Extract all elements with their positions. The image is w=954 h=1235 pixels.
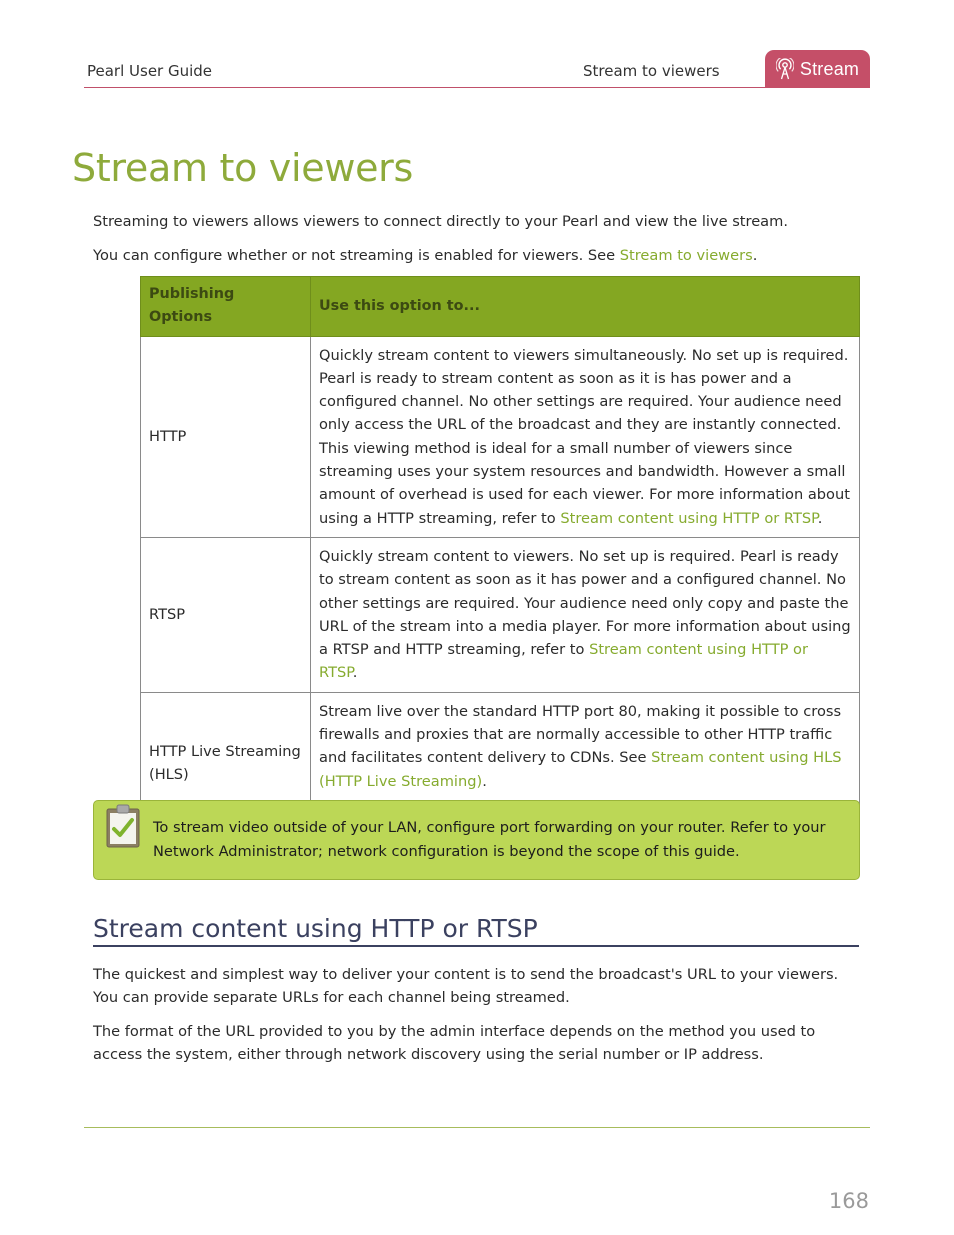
section-heading: Stream content using HTTP or RTSP bbox=[93, 914, 859, 947]
text-run: . bbox=[352, 664, 358, 682]
table-row-http bbox=[141, 336, 860, 537]
text-run: . bbox=[817, 509, 823, 527]
http-rtsp-link[interactable]: Stream content using HTTP or RTSP bbox=[319, 641, 808, 682]
header-rule bbox=[84, 87, 766, 88]
intro-paragraph: Streaming to viewers allows viewers to connect directly to your Pearl and view the live stream. bbox=[93, 213, 788, 230]
guide-title: Pearl User Guide bbox=[87, 62, 213, 80]
note-callout bbox=[93, 800, 860, 880]
description-text: Quickly stream content to viewers. No set up is required. Pearl is ready to stream content as soon as it has power and a configured channel. No other settings are required. Your audience need only copy and paste the URL of the stream into a media player. For more information about using a RTSP and HTTP streaming, refer to bbox=[319, 547, 851, 659]
publishing-options-table bbox=[140, 276, 860, 835]
hls-link[interactable]: Stream content using HLS (HTTP Live Streaming) bbox=[319, 749, 842, 790]
page-header bbox=[84, 50, 870, 88]
stream-to-viewers-link[interactable]: Stream to viewers bbox=[619, 247, 753, 264]
text-run: . bbox=[752, 247, 758, 264]
http-rtsp-link[interactable]: Stream content using HTTP or RTSP bbox=[560, 509, 818, 527]
description-text: Stream live over the standard HTTP port 80, making it possible to cross firewalls and proxies that are normally accessible to other HTTP traffic and facilitates content delivery to CDNs. See bbox=[319, 702, 842, 767]
header-section-name: Stream to viewers bbox=[583, 62, 720, 80]
broadcast-tower-icon bbox=[776, 58, 794, 80]
description-text: Quickly stream content to viewers simultaneously. No set up is required. Pearl is ready to stream content as soon as it is has power and a configured channel. No other settings are required. Your audience need only access the URL of the broadcast and they are instantly connected. This viewing method is ideal for a small number of viewers since streaming uses your system resources and bandwidth. However a small amount of overhead is used for each viewer. For more information about using a HTTP streaming, refer to bbox=[319, 346, 850, 527]
column-header-publishing-options: Publishing Options bbox=[141, 277, 311, 337]
column-header-use-this-option: Use this option to... bbox=[311, 277, 860, 337]
description-paragraph bbox=[319, 700, 851, 793]
section-paragraph: The format of the URL provided to you by the admin interface depends on the method you used to access the system, either through network discovery using the serial number or IP address. bbox=[93, 1023, 816, 1064]
text-run: . bbox=[482, 772, 487, 790]
stream-tab-label: Stream bbox=[799, 58, 860, 79]
section-paragraph: The quickest and simplest way to deliver your content is to send the broadcast's URL to your viewers. You can provide separate URLs for each channel being streamed. bbox=[93, 966, 839, 1007]
stream-section-tab bbox=[765, 50, 870, 88]
text-run: You can configure whether or not streaming is enabled for viewers. See bbox=[93, 247, 620, 264]
footer-rule bbox=[84, 1127, 870, 1128]
table-header-row bbox=[141, 277, 860, 337]
note-text: To stream video outside of your LAN, configure port forwarding on your router. Refer to your Network Administrator; network configuration is beyond the scope of this guide. bbox=[153, 819, 826, 860]
option-description-cell bbox=[311, 336, 860, 537]
clipboard-check-icon bbox=[104, 803, 142, 849]
option-description-cell bbox=[311, 537, 860, 692]
option-name-cell: RTSP bbox=[141, 537, 311, 692]
page-number: 168 bbox=[828, 1189, 869, 1213]
option-name-cell: HTTP bbox=[141, 336, 311, 537]
intro-paragraph-see-also bbox=[93, 244, 863, 267]
option-name-cell: HTTP Live Streaming (HLS) bbox=[141, 692, 311, 834]
page-title: Stream to viewers bbox=[72, 146, 414, 190]
table-row-rtsp bbox=[141, 537, 860, 692]
